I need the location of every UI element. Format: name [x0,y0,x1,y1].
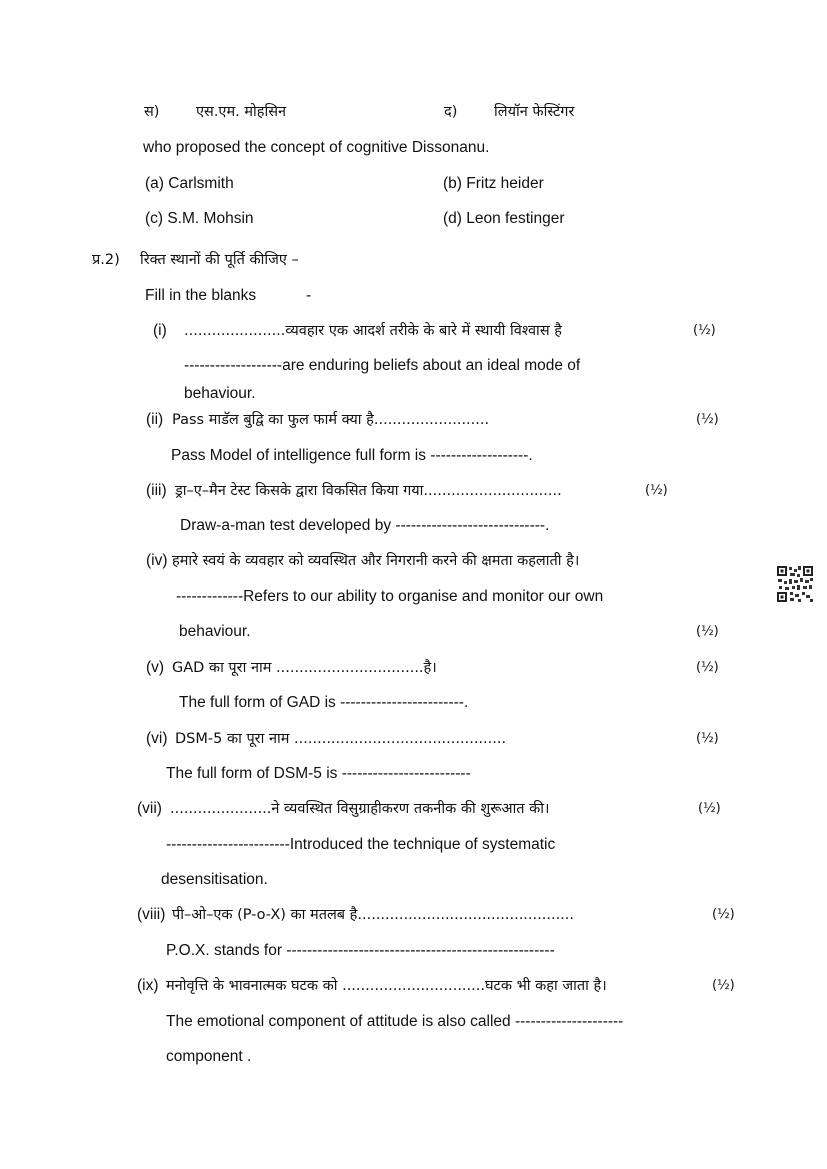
item-hindi-text: Pass माडॅल बुद्वि का फुल फार्म क्या है......................... [172,412,490,428]
item-number: (i) [153,322,167,339]
q1-hindi-option-d: लियॉन फेस्टिंगर [494,104,575,120]
item-number: (ii) [146,411,164,428]
item-number: (vi) [146,730,168,747]
q1-option-b: (b) Fritz heider [443,175,544,192]
item-marks: (½) [696,660,719,675]
item-number: (iv) [146,552,168,569]
item-english-text-cont: desensitisation. [161,871,268,888]
q2-title-hindi: रिक्त स्थानों की पूर्ति कीजिए – [140,252,299,268]
item-marks: (½) [698,801,721,816]
q2-title-english: Fill in the blanks [145,287,257,304]
item-marks: (½) [696,624,719,639]
item-english-text: Pass Model of intelligence full form is -------------------. [171,447,533,464]
item-english-text-cont: behaviour. [179,623,251,640]
item-hindi-text: मनोवृत्ति के भावनात्मक घटक को ...............................घटक भी कहा जाता है। [166,978,607,994]
item-english-text: Draw-a-man test developed by -----------------------------. [180,517,550,534]
q1-hindi-option-d-label: द) [444,104,458,120]
item-hindi-text: ......................ने व्यवस्थित विसुग्राहीकरण तकनीक की शुरूआत की। [170,801,550,817]
item-hindi-text: DSM-5 का पूरा नाम .............................................. [175,731,507,747]
item-hindi-text: ......................व्यवहार एक आदर्श तरीके के बारे में स्थायी विश्वास है [184,323,562,339]
item-number: (vii) [137,800,162,817]
item-number: (v) [146,659,165,676]
item-number: (iii) [146,482,167,499]
item-english-text: -------------------are enduring beliefs about an ideal mode of [184,357,581,374]
item-english-text: ------------------------Introduced the technique of systematic [166,836,556,853]
q1-hindi-option-c: एस.एम. मोहसिन [196,104,287,120]
item-marks: (½) [712,978,735,993]
item-hindi-text: ड्रा–ए–मैन टेस्ट किसके द्वारा विकसित किया गया.............................. [175,483,562,499]
item-marks: (½) [712,907,735,922]
q1-option-c: (c) S.M. Mohsin [145,210,254,227]
item-english-text: The full form of DSM-5 is ------------------------- [166,765,471,782]
item-number: (viii) [137,906,166,923]
q1-hindi-option-c-label: स) [144,104,160,120]
item-english-text: P.O.X. stands for ---------------------------------------------------- [166,942,555,959]
item-marks: (½) [645,483,668,498]
item-english-text: The full form of GAD is ------------------------. [179,694,469,711]
item-english-text-cont: component . [166,1048,252,1065]
item-english-text: The emotional component of attitude is also called --------------------- [166,1013,624,1030]
q2-number: प्र.2) [92,252,120,268]
q1-option-d: (d) Leon festinger [443,210,565,227]
item-english-text-cont: behaviour. [184,385,256,402]
q2-title-dash: - [306,287,312,304]
item-hindi-text: हमारे स्वयं के व्यवहार को व्यवस्थित और निगरानी करने की क्षमता कहलाती है। [172,553,580,569]
item-english-text: -------------Refers to our ability to organise and monitor our own [176,588,604,605]
item-hindi-text: पी–ओ–एक (P-o-X) का मतलब है............................................... [172,907,575,923]
item-marks: (½) [696,731,719,746]
item-number: (ix) [137,977,159,994]
item-marks: (½) [693,323,716,338]
qr-code-icon [776,565,814,603]
item-hindi-text: GAD का पूरा नाम ................................है। [172,660,437,676]
item-marks: (½) [696,412,719,427]
q1-option-a: (a) Carlsmith [145,175,234,192]
q1-question-english: who proposed the concept of cognitive Dissonanu. [143,139,490,156]
